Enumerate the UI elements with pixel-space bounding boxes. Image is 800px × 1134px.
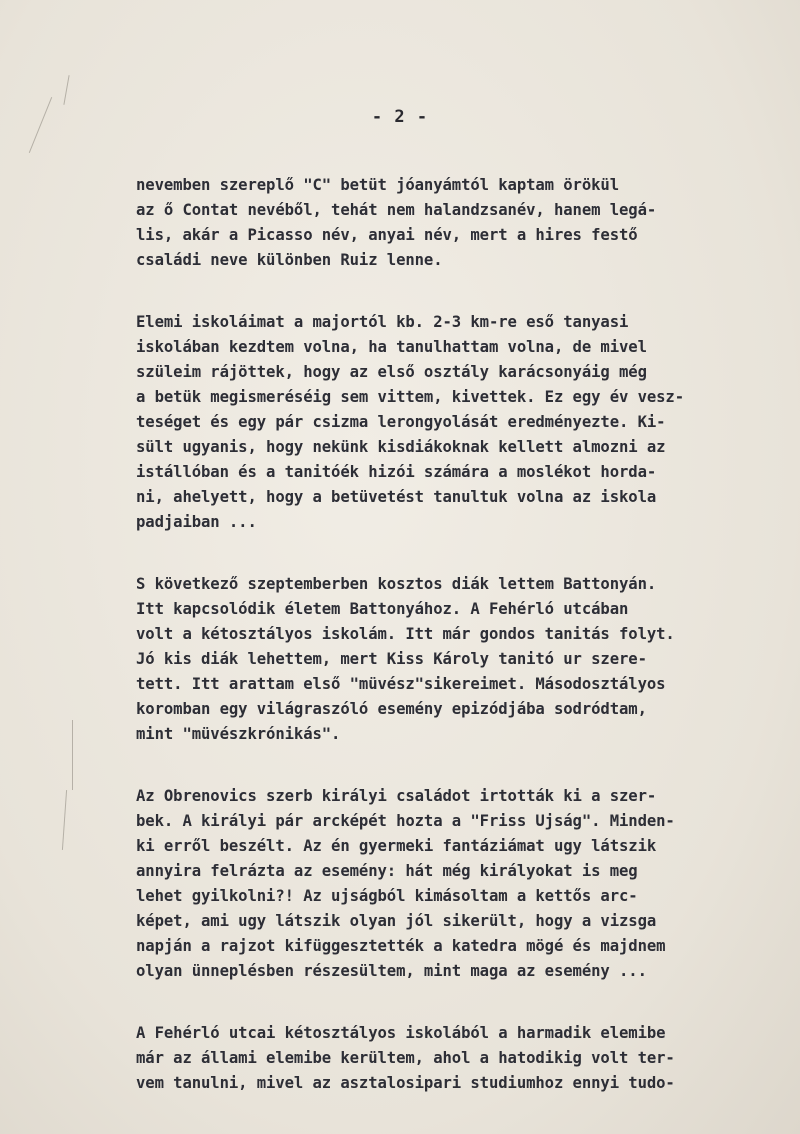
- text-line: Elemi iskoláimat a majortól kb. 2-3 km-re eső tanyasi: [136, 313, 629, 331]
- text-line: családi neve különben Ruiz lenne.: [136, 251, 443, 269]
- text-line: sült ugyanis, hogy nekünk kisdiákoknak kellett almozni az: [136, 438, 666, 456]
- paragraph: [136, 310, 786, 535]
- text-line: S következő szeptemberben kosztos diák lettem Battonyán.: [136, 575, 657, 593]
- text-line: Az Obrenovics szerb királyi családot irtották ki a szer-: [136, 787, 657, 805]
- text-line: képet, ami ugy látszik olyan jól sikerült, hogy a vizsga: [136, 912, 657, 930]
- text-line: bek. A királyi pár arcképét hozta a "Friss Ujság". Minden-: [136, 812, 675, 830]
- text-line: napján a rajzot kifüggesztették a katedra mögé és majdnem: [136, 937, 666, 955]
- text-line: annyira felrázta az esemény: hát még királyokat is meg: [136, 862, 638, 880]
- paper-crease-mark: [63, 75, 69, 105]
- text-line: az ő Contat nevéből, tehát nem halandzsanév, hanem legá-: [136, 201, 657, 219]
- text-line: Itt kapcsolódik életem Battonyához. A Fehérló utcában: [136, 600, 629, 618]
- text-line: ni, ahelyett, hogy a betüvetést tanultuk volna az iskola: [136, 488, 657, 506]
- text-line: A Fehérló utcai kétosztályos iskolából a harmadik elemibe: [136, 1024, 666, 1042]
- text-line: volt a kétosztályos iskolám. Itt már gondos tanitás folyt.: [136, 625, 675, 643]
- paragraph: [136, 173, 786, 273]
- text-line: olyan ünneplésben részesültem, mint maga az esemény ...: [136, 962, 647, 980]
- text-line: teséget és egy pár csizma lerongyolását eredményezte. Ki-: [136, 413, 666, 431]
- paper-crease-mark: [62, 790, 67, 850]
- text-line: a betük megismeréséig sem vittem, kivettek. Ez egy év vesz-: [136, 388, 685, 406]
- paragraph: [136, 572, 786, 747]
- text-line: már az állami elemibe kerültem, ahol a hatodikig volt ter-: [136, 1049, 675, 1067]
- paragraph: [136, 784, 786, 984]
- paper-crease-mark: [72, 720, 73, 790]
- text-line: ki erről beszélt. Az én gyermeki fantáziámat ugy látszik: [136, 837, 657, 855]
- paragraph: [136, 1021, 786, 1096]
- text-line: iskolában kezdtem volna, ha tanulhattam volna, de mivel: [136, 338, 647, 356]
- text-line: nevemben szereplő "C" betüt jóanyámtól kaptam örökül: [136, 176, 619, 194]
- text-line: tett. Itt arattam első "müvész"sikereimet. Másodosztályos: [136, 675, 666, 693]
- text-line: szüleim rájöttek, hogy az első osztály karácsonyáig még: [136, 363, 647, 381]
- text-line: istállóban és a tanitóék hizói számára a moslékot horda-: [136, 463, 657, 481]
- page-number: - 2 -: [371, 107, 429, 127]
- text-line: lis, akár a Picasso név, anyai név, mert a hires festő: [136, 226, 638, 244]
- text-line: mint "müvészkrónikás".: [136, 725, 341, 743]
- text-line: vem tanulni, mivel az asztalosipari studiumhoz ennyi tudo-: [136, 1074, 675, 1092]
- text-line: koromban egy világraszóló esemény epizódjába sodródtam,: [136, 700, 647, 718]
- text-line: Jó kis diák lehettem, mert Kiss Károly tanitó ur szere-: [136, 650, 647, 668]
- text-line: lehet gyilkolni?! Az ujságból kimásoltam a kettős arc-: [136, 887, 638, 905]
- document-body: [136, 173, 786, 1133]
- text-line: padjaiban ...: [136, 513, 257, 531]
